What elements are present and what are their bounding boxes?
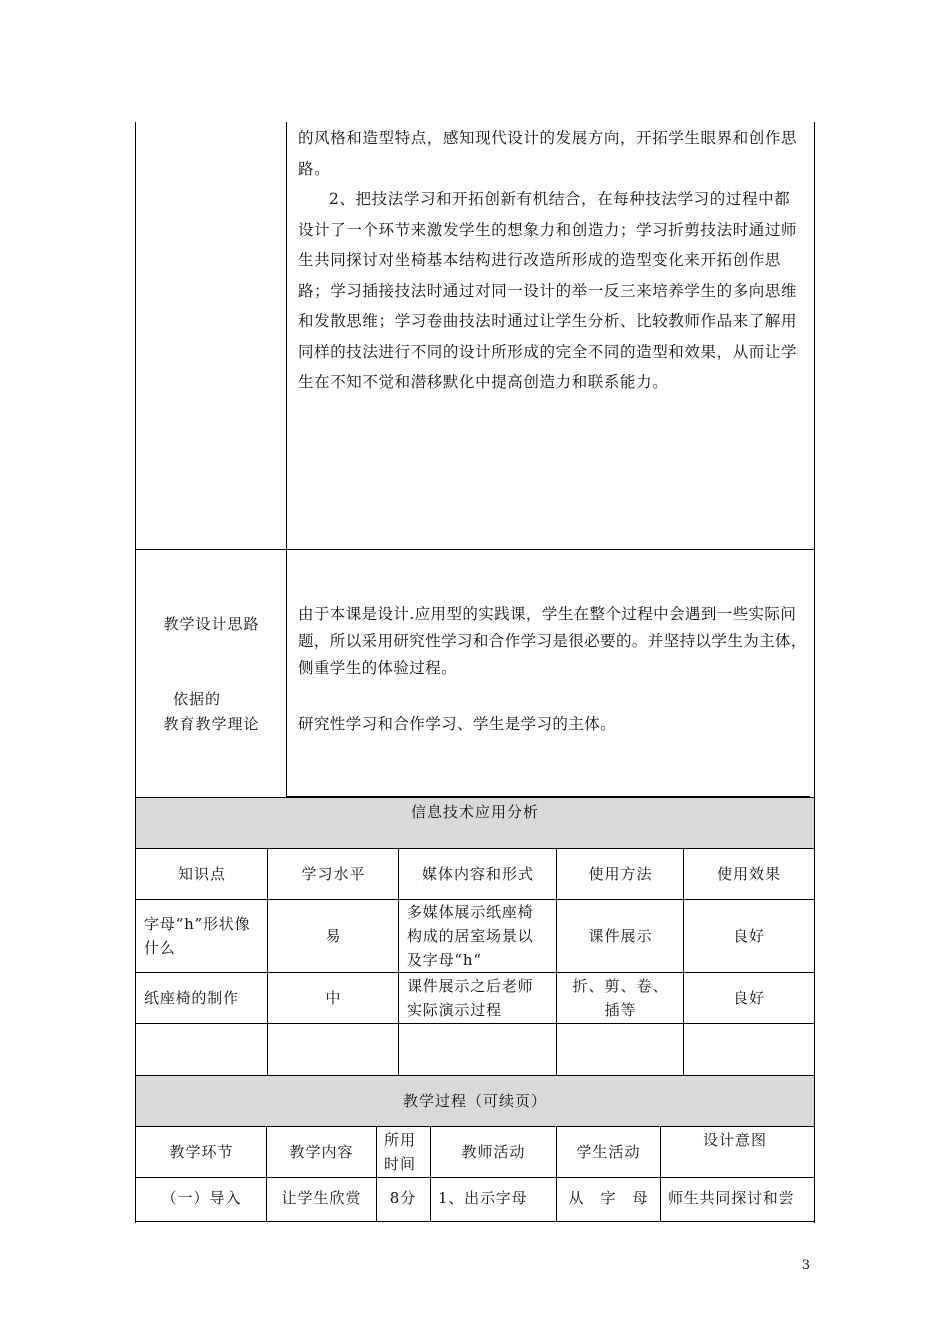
table-cell: 师生共同探讨和尝: [668, 1189, 795, 1207]
header-teaching-stage: 教学环节: [169, 1143, 234, 1161]
paragraph: 的风格和造型特点，感知现代设计的发展方向，开拓学生眼界和创作思路。: [298, 129, 798, 178]
header-teacher-activity: 教师活动: [461, 1143, 526, 1161]
table-cell: 让学生欣赏: [281, 1189, 362, 1207]
header-media-content: 媒体内容和形式: [421, 865, 534, 883]
table-cell: 中: [325, 989, 342, 1007]
page-number: 3: [801, 1258, 810, 1273]
header-time-used: 所用时间: [383, 1131, 416, 1173]
design-idea-label: 教学设计思路: [163, 615, 260, 633]
table-cell: 易: [325, 927, 342, 945]
header-usage-method: 使用方法: [588, 865, 653, 883]
header-design-intent: 设计意图: [702, 1131, 767, 1149]
top-content: [298, 123, 806, 398]
process-section-title: 教学过程（可续页）: [402, 1092, 547, 1110]
it-section-title: 信息技术应用分析: [410, 803, 539, 821]
table-cell: 纸座椅的制作: [144, 989, 239, 1007]
theory-label-line2: 教育教学理论: [163, 715, 260, 733]
theory-text: 研究性学习和合作学习、学生是学习的主体。: [298, 715, 617, 733]
table-cell: 多媒体展示纸座椅构成的居室场景以及字母“h“: [407, 903, 534, 969]
theory-label-line1: 依据的: [172, 690, 221, 708]
table-cell: 8分: [389, 1189, 417, 1207]
table-cell: （一）导入: [161, 1189, 242, 1207]
header-usage-effect: 使用效果: [716, 865, 781, 883]
table-cell: 字母“h”形状像什么: [144, 915, 251, 957]
header-student-activity: 学生活动: [576, 1143, 641, 1161]
table-cell: 折、剪、卷、插等: [572, 977, 669, 1019]
table-cell: 课件展示: [588, 927, 653, 945]
header-learning-level: 学习水平: [301, 865, 366, 883]
table-cell: 从 字 母: [568, 1189, 649, 1207]
design-idea-text: 由于本课是设计.应用型的实践课，学生在整个过程中会遇到一些实际问题，所以采用研究性学习和合作学习是很必要的。并坚持以学生为主体，侧重学生的体验过程。: [298, 605, 807, 677]
table-cell: 1、出示字母: [438, 1189, 528, 1207]
header-teaching-content: 教学内容: [289, 1143, 354, 1161]
header-knowledge-point: 知识点: [177, 865, 226, 883]
paragraph: 2、把技法学习和开拓创新有机结合，在每种技法学习的过程中都设计了一个环节来激发学生的想象力和创造力；学习折剪技法时通过师生共同探讨对坐椅基本结构进行改造所形成的造型变化来开拓创作思路；学习插接技法时通过对同一设计的举一反三来培养学生的多向思维和发散思维；学习卷曲技法时通过让学生分析、比较教师作品来了解用同样的技法进行不同的设计所形成的完全不同的造型和效果，从而让学生在不知不觉和潜移默化中提高创造力和联系能力。: [298, 190, 798, 391]
table-cell: 课件展示之后老师实际演示过程: [407, 977, 534, 1019]
table-cell: 良好: [732, 927, 765, 945]
table-cell: 良好: [732, 989, 765, 1007]
